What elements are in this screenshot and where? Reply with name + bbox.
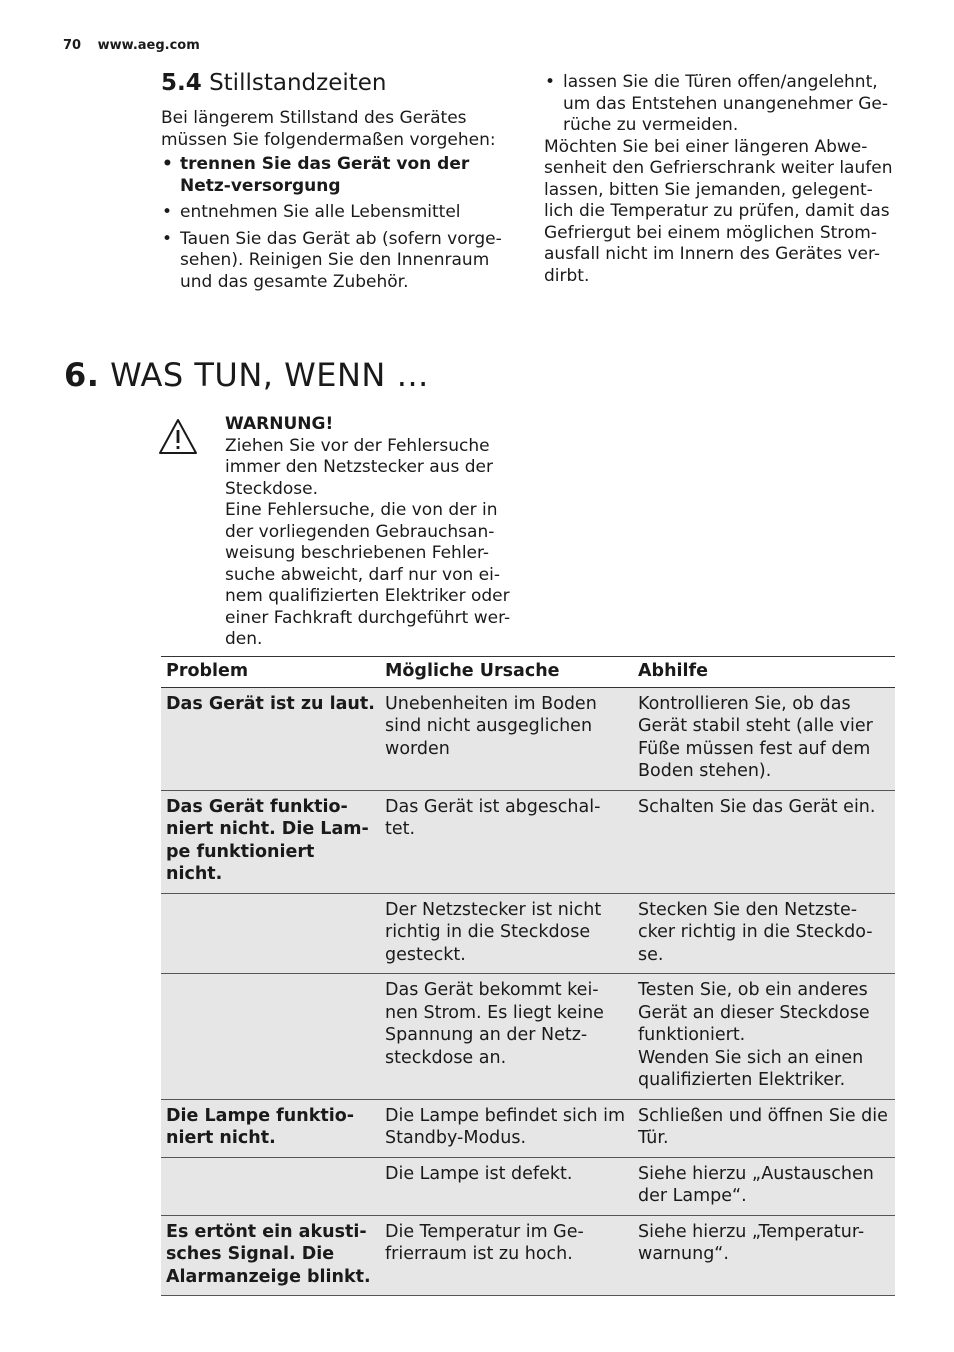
instruction-list [161,154,513,293]
website-url[interactable]: www.aeg.com [97,38,200,53]
list-item: • entnehmen Sie alle Lebensmittel [161,202,513,224]
remedy-cell: Schalten Sie das Gerät ein. [633,790,895,893]
remedy-cell: Siehe hierzu „Austauschen der Lampe“. [633,1157,895,1215]
section-title: Stillstandzeiten [209,70,387,96]
chapter-heading [64,356,429,394]
problem-cell: Das Gerät funktio-niert nicht. Die Lam-pe funktioniert nicht. [161,790,380,893]
instruction-list-continued [544,72,896,137]
cause-cell: Die Temperatur im Ge-frierraum ist zu hoch. [380,1215,633,1296]
table-header-row [161,657,895,688]
warning-title: WARNUNG! [225,414,334,434]
table-row [161,687,895,790]
chapter-number: 6. [64,356,100,394]
absence-paragraph: Möchten Sie bei einer längeren Abwe-senheit den Gefrierschrank weiter laufen lassen, bitten Sie jemanden, gelegent-lich die Temperatur zu prüfen, damit das Gefriergut bei einem möglichen Strom-ausfall nicht im Innern des Gerätes ver-dirbt. [544,136,893,286]
remedy-cell: Stecken Sie den Netzste-cker richtig in die Steckdo-se. [633,893,895,974]
cause-cell: Unebenheiten im Boden sind nicht ausgeglichen worden [380,687,633,790]
cause-cell: Die Lampe befindet sich im Standby-Modus. [380,1099,633,1157]
chapter-title: WAS TUN, WENN … [110,356,430,394]
warning-line: Eine Fehlersuche, die von der in der vorliegenden Gebrauchsan-weisung beschriebenen Fehler-suche abweicht, darf nur von ei-nem qualifizierten Elektriker oder einer Fachkraft durchgeführt wer-den. [225,500,511,649]
table-row [161,790,895,893]
problem-cell [161,974,380,1100]
column-header-remedy: Abhilfe [633,657,895,688]
remedy-cell: Testen Sie, ob ein anderes Gerät an dieser Steckdose funktioniert. Wenden Sie sich an einen qualifizierten Elektriker. [633,974,895,1100]
remedy-cell: Kontrollieren Sie, ob das Gerät stabil steht (alle vier Füße müssen fest auf dem Boden stehen). [633,687,895,790]
table-row [161,1215,895,1296]
page-number: 70 [63,38,82,53]
troubleshooting-table [161,656,895,1296]
list-item: • lassen Sie die Türen offen/angelehnt, um das Entstehen unangenehmer Ge-rüche zu vermeiden. [544,72,896,137]
table-row [161,1099,895,1157]
section-5-4-right-column [544,72,896,287]
warning-line: Ziehen Sie vor der Fehlersuche immer den Netzstecker aus der Steckdose. [225,435,493,499]
table-row [161,893,895,974]
section-number: 5.4 [161,70,202,96]
cause-cell: Der Netzstecker ist nicht richtig in die Steckdose gesteckt. [380,893,633,974]
section-5-4-left-column [161,70,513,298]
problem-cell [161,893,380,974]
table-row [161,1157,895,1215]
page-header [63,38,200,53]
problem-cell: Es ertönt ein akusti-sches Signal. Die Alarmanzeige blinkt. [161,1215,380,1296]
warning-text [225,414,517,651]
problem-cell: Das Gerät ist zu laut. [161,687,380,790]
column-header-problem: Problem [161,657,380,688]
section-heading [161,70,513,96]
remedy-cell: Schließen und öffnen Sie die Tür. [633,1099,895,1157]
list-item: • Tauen Sie das Gerät ab (sofern vorge-sehen). Reinigen Sie den Innenraum und das gesamte Zubehör. [161,229,513,294]
remedy-cell: Siehe hierzu „Temperatur-warnung“. [633,1215,895,1296]
problem-cell: Die Lampe funktio-niert nicht. [161,1099,380,1157]
cause-cell: Die Lampe ist defekt. [380,1157,633,1215]
cause-cell: Das Gerät bekommt kei-nen Strom. Es liegt keine Spannung an der Netz-steckdose an. [380,974,633,1100]
list-item: • trennen Sie das Gerät von der Netz-versorgung [161,154,513,197]
column-header-cause: Mögliche Ursache [380,657,633,688]
table-row [161,974,895,1100]
cause-cell: Das Gerät ist abgeschal-tet. [380,790,633,893]
section-intro: Bei längerem Stillstand des Gerätes müssen Sie folgendermaßen vorgehen: [161,108,496,150]
warning-triangle-icon [158,418,198,456]
problem-cell [161,1157,380,1215]
